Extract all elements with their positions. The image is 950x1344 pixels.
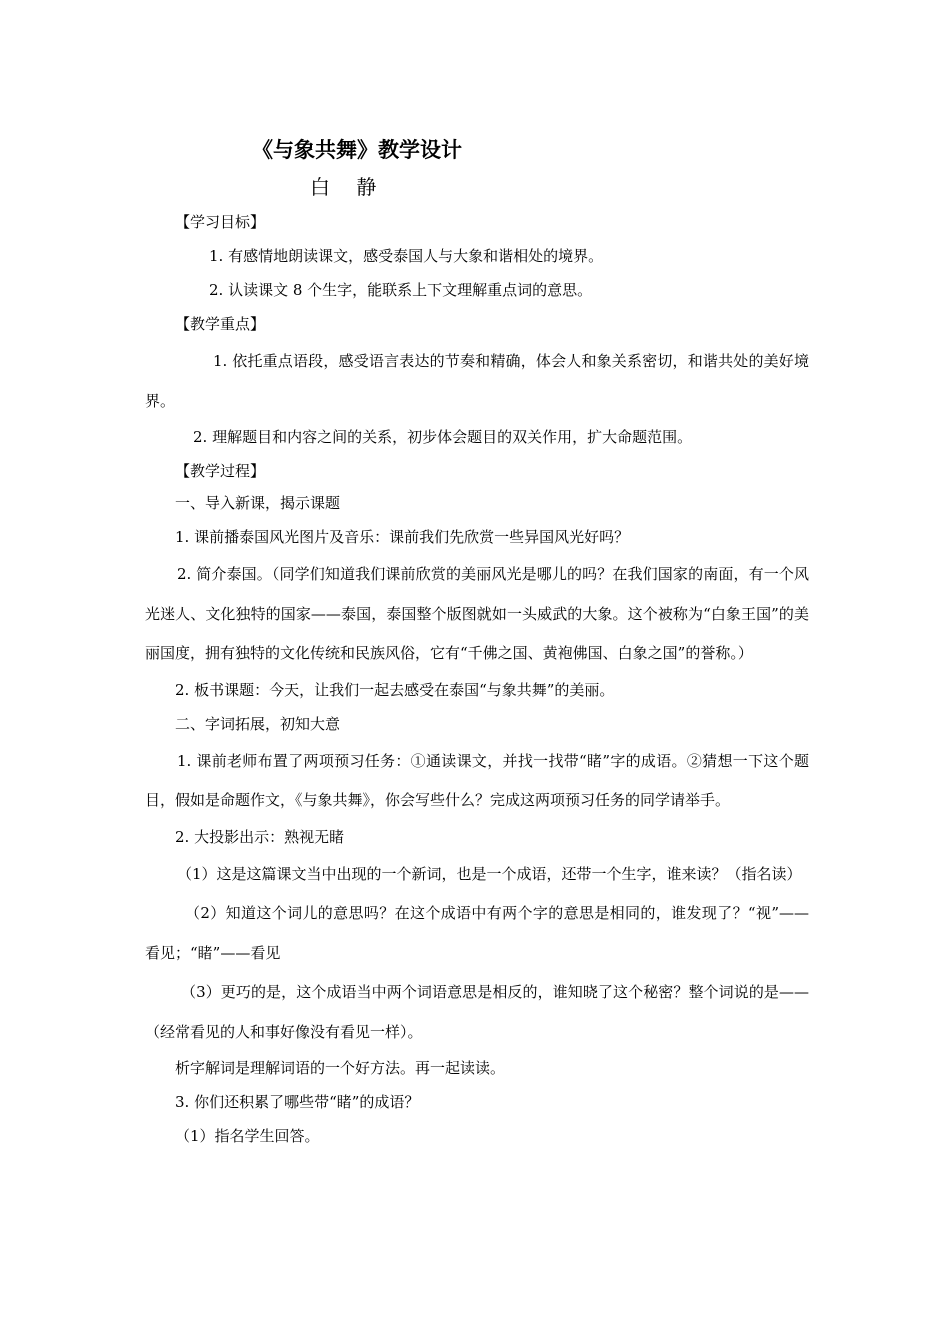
process-item-board-title: 2. 板书课题：今天，让我们一起去感受在泰国“与象共舞”的美丽。: [175, 680, 615, 699]
vocab-note: 析字解词是理解词语的一个好方法。再一起读读。: [175, 1059, 506, 1077]
process-item-1: 1. 课前播泰国风光图片及音乐：课前我们先欣赏一些异国风光好吗？: [175, 528, 630, 546]
document-title: 《与象共舞》教学设计: [252, 138, 462, 162]
vocab-item-3-sub-1: （1）指名学生回答。: [175, 1127, 320, 1145]
key-point-1: 1. 依托重点语段，感受语言表达的节奏和精确，体会人和象关系密切，和谐共处的美好境界。: [145, 352, 809, 410]
subsection-heading-2: 二、字词拓展，初知大意: [175, 714, 341, 733]
vocab-subitem-2: （2）知道这个词儿的意思吗？在这个成语中有两个字的意思是相同的，谁发现了？“视”——看见；“睹”——看见: [145, 904, 809, 962]
vocab-item-2: 2. 大投影出示：熟视无睹: [175, 827, 345, 846]
vocab-item-3: 3. 你们还积累了哪些带“睹”的成语？: [175, 1093, 420, 1111]
goal-item-1: 1. 有感情地朗读课文，感受泰国人与大象和谐相处的境界。: [209, 247, 604, 265]
section-heading-process: 【教学过程】: [175, 462, 266, 480]
vocab-subitem-3: （3）更巧的是，这个成语当中两个词语意思是相反的，谁知晓了这个秘密？整个词说的是——（经常看见的人和事好像没有看见一样）。: [145, 983, 809, 1041]
vocab-subitem-1: （1）这是这篇课文当中出现的一个新词，也是一个成语，还带一个生字，谁来读？（指名读）: [177, 864, 802, 883]
document-author: 白 静: [310, 175, 387, 199]
goal-item-2: 2. 认读课文 8 个生字，能联系上下文理解重点词的意思。: [209, 281, 593, 299]
process-item-intro-thailand: 2. 简介泰国。（同学们知道我们课前欣赏的美丽风光是哪儿的吗？在我们国家的南面，有一个风光迷人、文化独特的国家——泰国，泰国整个版图就如一头威武的大象。这个被称为“白象王国”的美丽国度，拥有独特的文化传统和民族风俗，它有“千佛之国、黄袍佛国、白象之国”的誉称。）: [145, 565, 809, 662]
document-body: [145, 206, 809, 1152]
vocab-item-1: 1. 课前老师布置了两项预习任务：①通读课文，并找一找带“睹”字的成语。②猜想一下这个题目，假如是命题作文，《与象共舞》，你会写些什么？完成这两项预习任务的同学请举手。: [145, 751, 809, 809]
section-heading-key-points: 【教学重点】: [175, 315, 266, 333]
subsection-heading-1: 一、导入新课，揭示课题: [175, 494, 341, 512]
key-point-2: 2. 理解题目和内容之间的关系，初步体会题目的双关作用，扩大命题范围。: [193, 428, 693, 446]
section-heading-goals: 【学习目标】: [175, 213, 266, 231]
